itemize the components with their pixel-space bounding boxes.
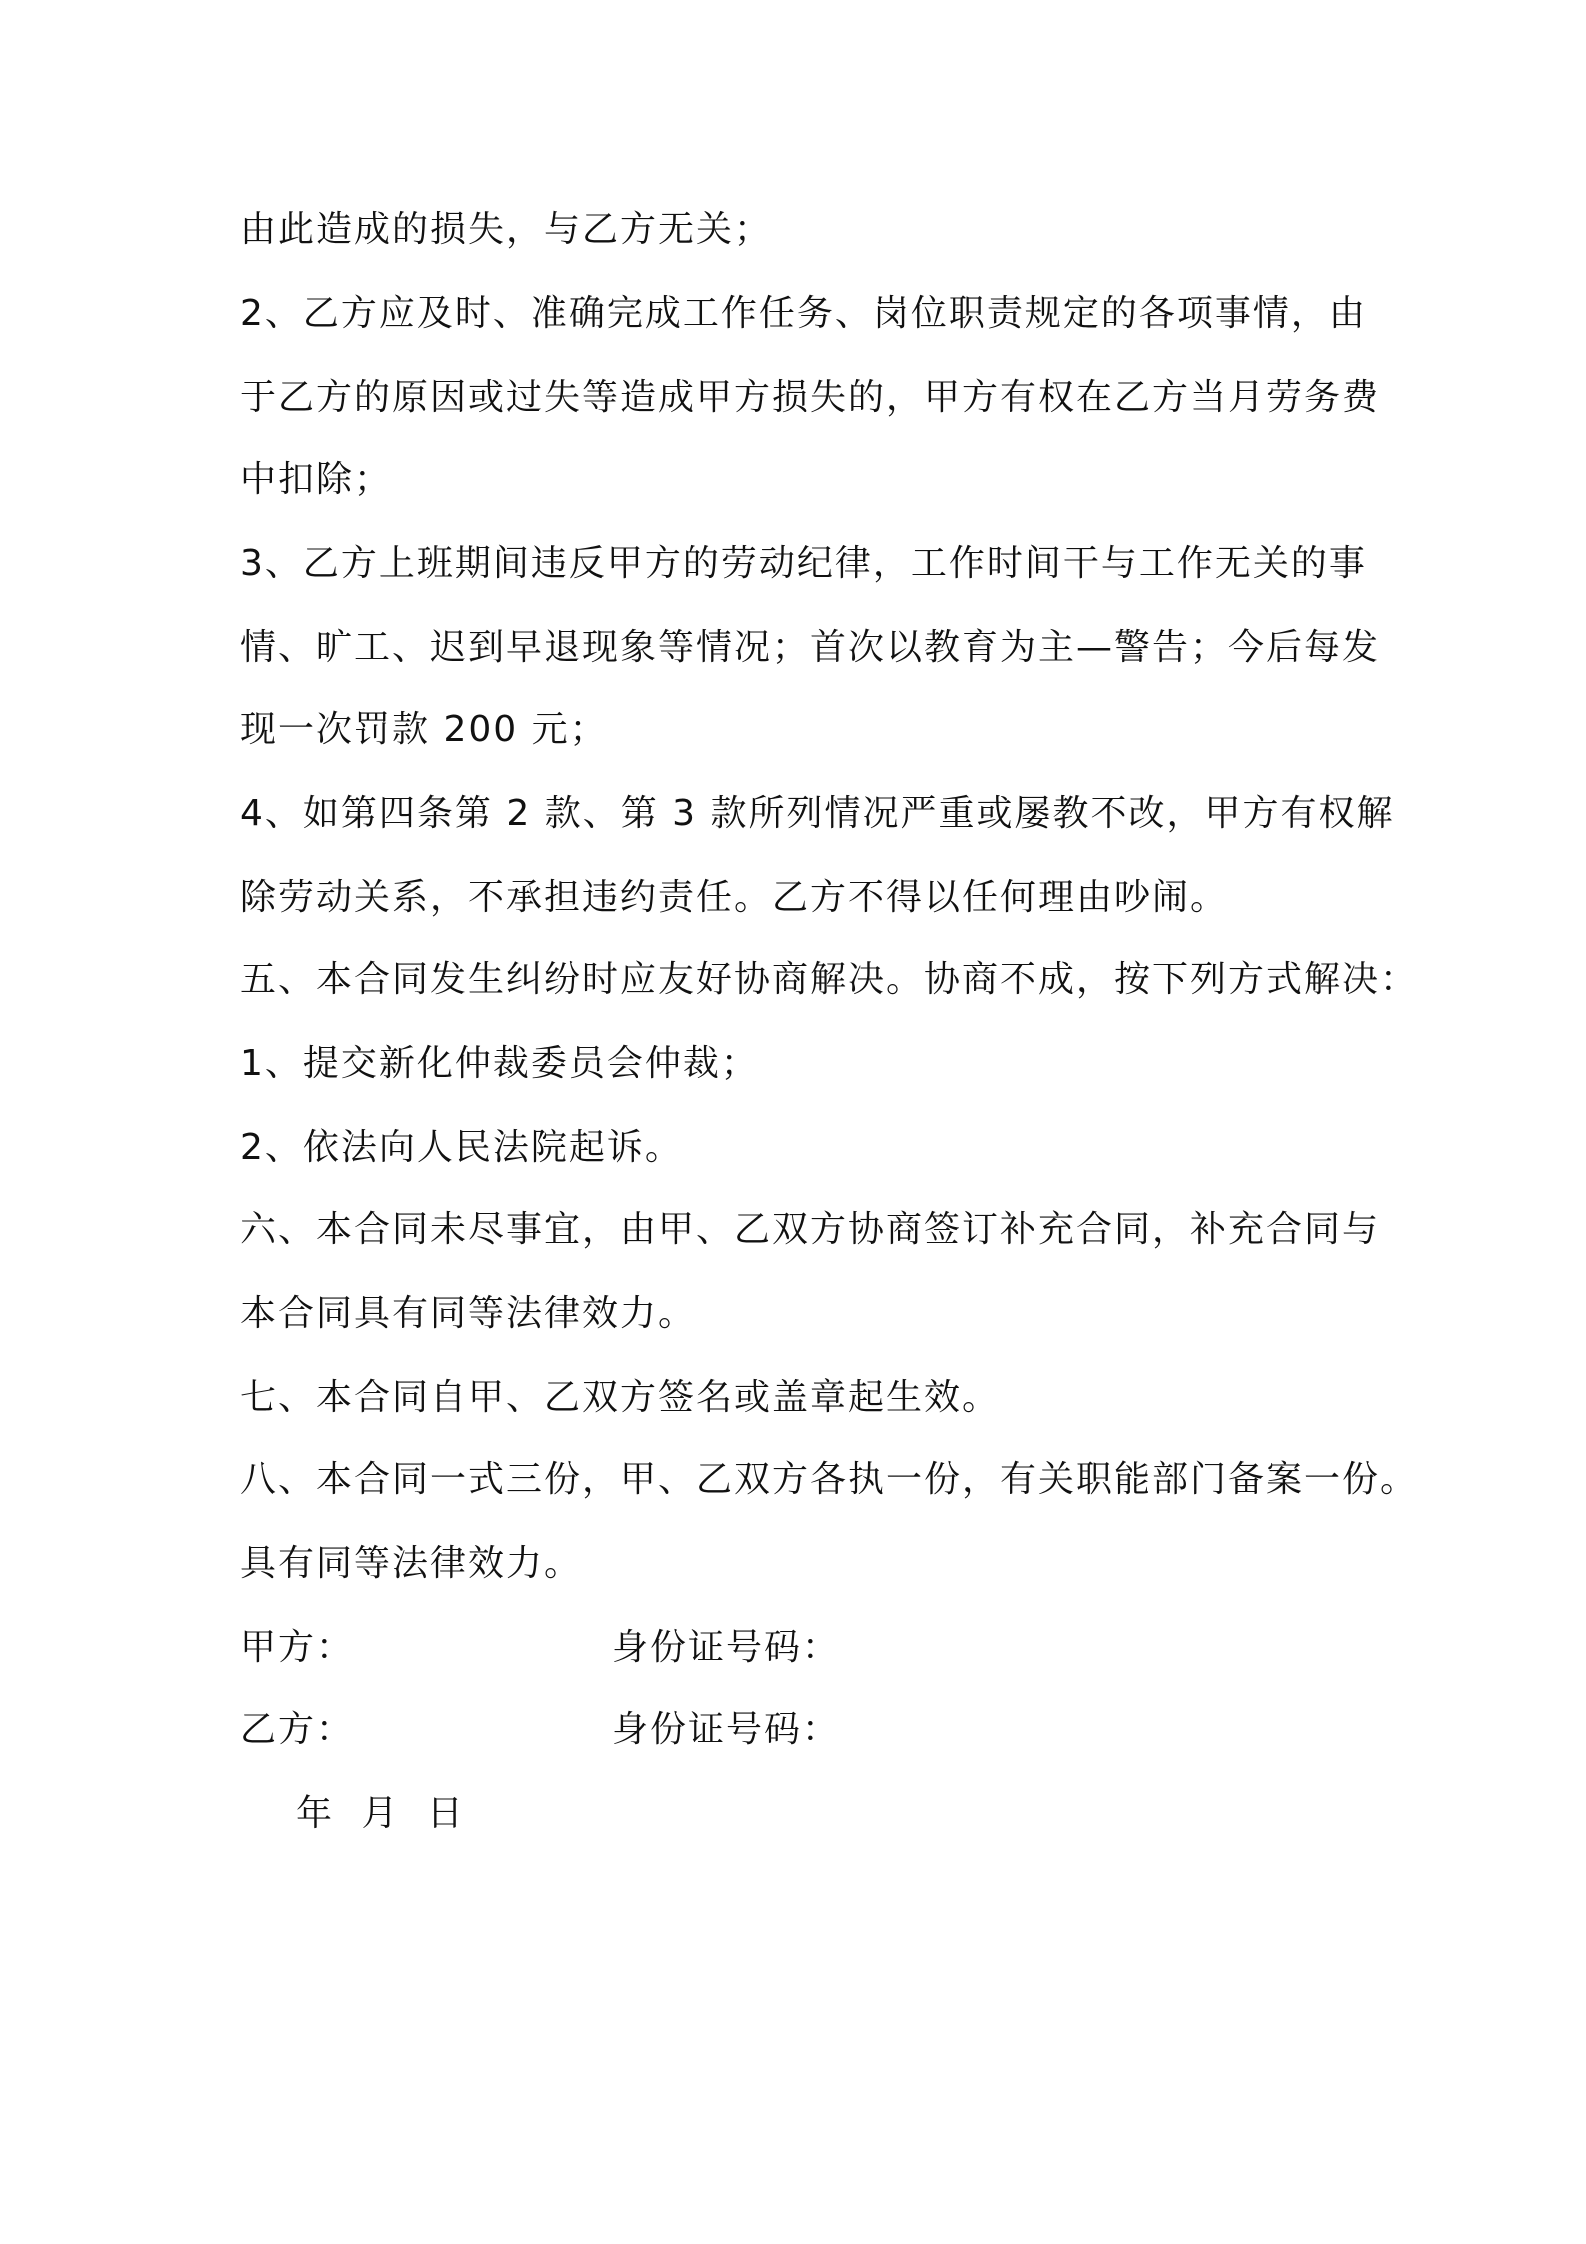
party-a-label: 甲方：: [240, 1627, 355, 1668]
text-line: 1、提交新化仲裁委员会仲裁；: [240, 1043, 759, 1084]
text-line: 现一次罚款 200 元；: [240, 709, 608, 750]
text-line: 2、乙方应及时、准确完成工作任务、岗位职责规定的各项事情，由: [240, 293, 1367, 334]
text-line: 2、依法向人民法院起诉。: [240, 1127, 683, 1168]
text-line: 除劳动关系，不承担违约责任。乙方不得以任何理由吵闹。: [240, 877, 1229, 918]
party-a-id-label: 身份证号码：: [612, 1627, 841, 1668]
text-line: 六、本合同未尽事宜，由甲、乙双方协商签订补充合同，补充合同与: [240, 1209, 1381, 1250]
party-b-id-label: 身份证号码：: [612, 1709, 841, 1750]
text-line: 情、旷工、迟到早退现象等情况；首次以教育为主—警告；今后每发: [240, 627, 1381, 668]
text-line: 由此造成的损失，与乙方无关；: [240, 209, 773, 250]
party-b-label: 乙方：: [240, 1709, 355, 1750]
text-line: 具有同等法律效力。: [240, 1543, 583, 1584]
text-line: 于乙方的原因或过失等造成甲方损失的，甲方有权在乙方当月劳务费: [240, 377, 1381, 418]
text-line: 4、如第四条第 2 款、第 3 款所列情况严重或屡教不改，甲方有权解: [240, 793, 1395, 834]
text-line: 中扣除；: [240, 459, 393, 500]
text-line: 3、乙方上班期间违反甲方的劳动纪律，工作时间干与工作无关的事: [240, 543, 1367, 584]
text-line: 五、本合同发生纠纷时应友好协商解决。协商不成，按下列方式解决：: [240, 959, 1419, 1000]
text-line: 八、本合同一式三份，甲、乙双方各执一份，有关职能部门备案一份。: [240, 1459, 1419, 1500]
text-line: 本合同具有同等法律效力。: [240, 1293, 697, 1334]
date-line: 年 月 日: [296, 1793, 465, 1834]
text-line: 七、本合同自甲、乙双方签名或盖章起生效。: [240, 1377, 1001, 1418]
